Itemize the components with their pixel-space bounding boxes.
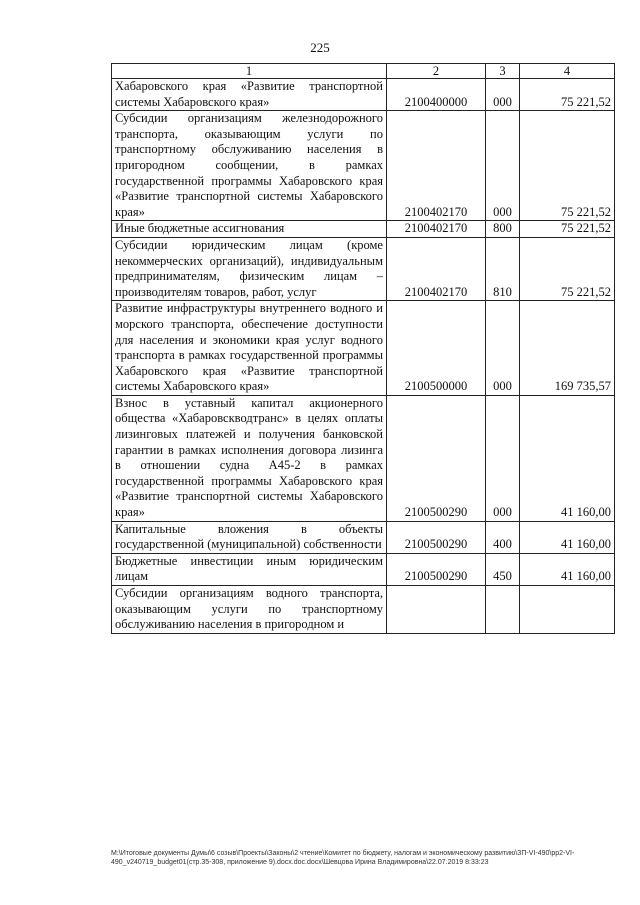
table-row (112, 586, 615, 634)
row-amount: 169 735,57 (520, 301, 615, 396)
row-expense-type: 000 (486, 301, 520, 396)
column-header-4: 4 (520, 64, 615, 79)
row-name: Иные бюджетные ассигнования (112, 221, 387, 238)
table-header-row (112, 64, 615, 79)
row-amount: 75 221,52 (520, 221, 615, 238)
row-code: 2100402170 (387, 111, 486, 221)
row-expense-type: 800 (486, 221, 520, 238)
row-code (387, 586, 486, 634)
row-expense-type: 450 (486, 553, 520, 585)
row-name: Хабаровского края «Развитие транспортной системы Хабаровского края» (112, 79, 387, 111)
table-row (112, 111, 615, 221)
row-expense-type: 000 (486, 79, 520, 111)
row-code: 2100500290 (387, 521, 486, 553)
row-expense-type: 000 (486, 111, 520, 221)
row-amount: 75 221,52 (520, 111, 615, 221)
row-name: Капитальные вложения в объекты государственной (муниципальной) собственности (112, 521, 387, 553)
row-amount: 41 160,00 (520, 395, 615, 521)
table-row (112, 237, 615, 300)
row-amount: 41 160,00 (520, 553, 615, 585)
budget-table (111, 63, 615, 634)
row-amount: 75 221,52 (520, 237, 615, 300)
row-code: 2100400000 (387, 79, 486, 111)
row-expense-type: 400 (486, 521, 520, 553)
row-code: 2100402170 (387, 221, 486, 238)
table-row (112, 301, 615, 396)
row-amount: 41 160,00 (520, 521, 615, 553)
page-number: 225 (310, 40, 330, 55)
row-expense-type (486, 586, 520, 634)
row-name: Взнос в уставный капитал акционерного общества «Хабаровскводтранс» в целях оплаты лизинговых платежей и получения банковской гарантии в рамках исполнения договора лизинга в отношении судна А45-2 в рамках государственной программы Хабаровского края «Развитие транспортной системы Хабаровского края» (112, 395, 387, 521)
document-path-footer: M:\Итоговые документы Думы\6 созыв\Проекты\Законы\2 чтение\Комитет по бюджету, налогам и экономическому развитию\ЗП-VI-490\рр2-VI-490_v240719_budget01(стр.35-308, приложение 9).docx.doc.docx\Шевцова Ирина Владимировна\22.07.2019 8:33:23 (111, 850, 575, 866)
table-row (112, 79, 615, 111)
table-row (112, 395, 615, 521)
row-code: 2100500290 (387, 553, 486, 585)
row-name: Развитие инфраструктуры внутреннего водного и морского транспорта, обеспечение доступности для населения и экономики края услуг водного транспорта в рамках государственной программы Хабаровского края «Развитие транспортной системы Хабаровского края» (112, 301, 387, 396)
column-header-3: 3 (486, 64, 520, 79)
row-name: Бюджетные инвестиции иным юридическим лицам (112, 553, 387, 585)
row-name: Субсидии организациям водного транспорта, оказывающим услуги по транспортному обслуживанию населения в пригородном и (112, 586, 387, 634)
row-code: 2100500000 (387, 301, 486, 396)
column-header-2: 2 (387, 64, 486, 79)
row-expense-type: 810 (486, 237, 520, 300)
table-row (112, 553, 615, 585)
row-amount: 75 221,52 (520, 79, 615, 111)
row-amount (520, 586, 615, 634)
table-row (112, 521, 615, 553)
row-name: Субсидии организациям железнодорожного транспорта, оказывающим услуги по транспортному обслуживанию населения в пригородном сообщении, в рамках государственной программы Хабаровского края «Развитие транспортной системы Хабаровского края» (112, 111, 387, 221)
row-code: 2100402170 (387, 237, 486, 300)
row-name: Субсидии юридическим лицам (кроме некоммерческих организаций), индивидуальным предпринимателям, физическим лицам – производителям товаров, работ, услуг (112, 237, 387, 300)
table-row (112, 221, 615, 238)
row-expense-type: 000 (486, 395, 520, 521)
column-header-1: 1 (112, 64, 387, 79)
row-code: 2100500290 (387, 395, 486, 521)
